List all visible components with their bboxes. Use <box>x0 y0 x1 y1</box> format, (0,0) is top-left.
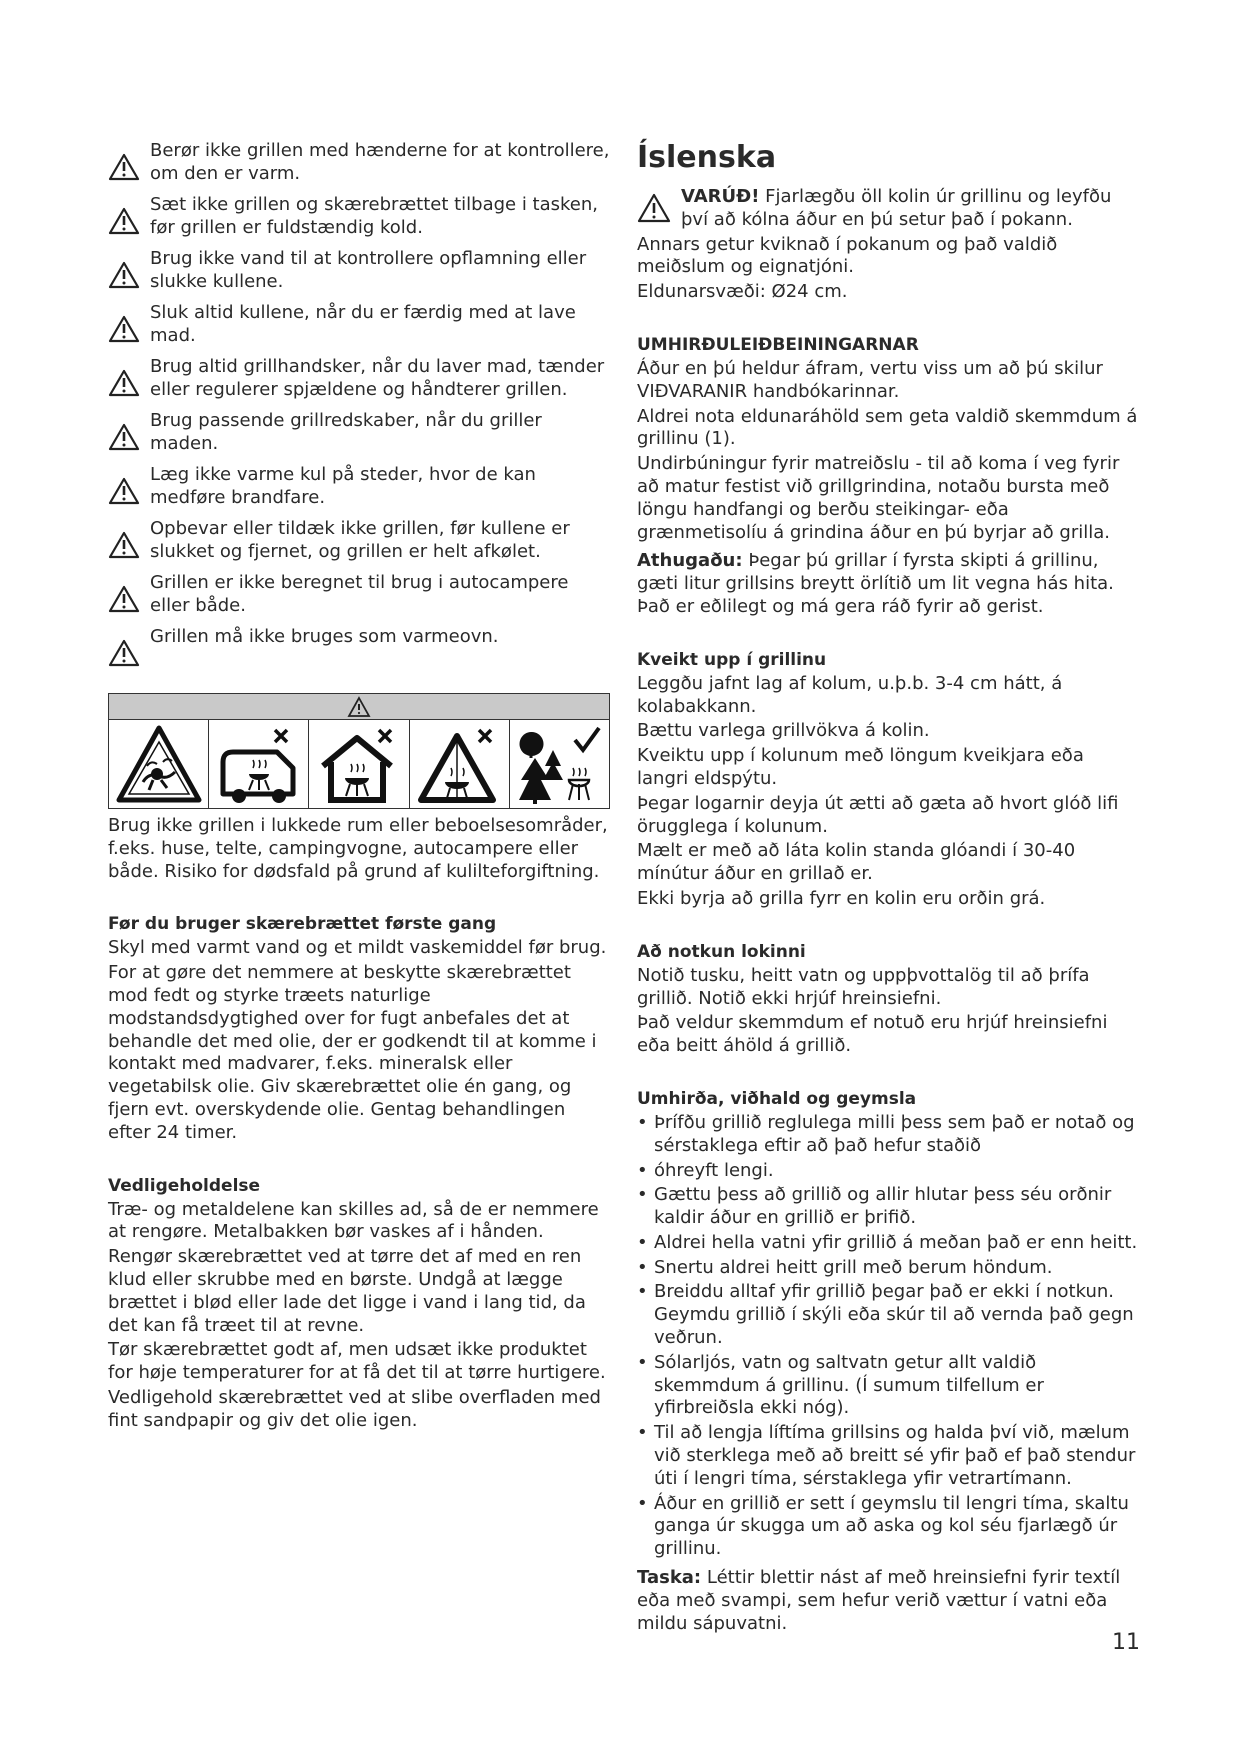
warning-text: Sluk altid kullene, når du er færdig med at lave mad. <box>150 302 576 346</box>
warning-triangle-icon <box>108 638 140 668</box>
lighting-paragraph: Ekki byrja að grilla fyrr en kolin eru orðin grá. <box>637 887 1046 909</box>
maintenance-heading: Vedligeholdelse <box>108 1175 261 1196</box>
warning-text: Opbevar eller tildæk ikke grillen, før kullene er slukket og fjernet, og grillen er helt afkølet. <box>150 518 570 562</box>
maintenance-paragraph: Rengør skærebrættet ved at tørre det af med en ren klud eller skrubbe med en børste. Undgå at lægge brættet i blød eller lade det ligge i vand i lang tid, da det kan få træet til at revne. <box>108 1246 586 1336</box>
pictogram-cell-co-poisoning <box>109 720 209 808</box>
warning-item <box>108 572 610 617</box>
after-use-paragraph: Notið tusku, heitt vatn og uppþvottalög til að þrífa grillið. Notið ekki hrjúf hreinsiefni. <box>637 964 1090 1009</box>
outdoor-use-allowed-icon <box>513 722 605 806</box>
first-use-heading: Før du bruger skærebrættet første gang <box>108 914 497 935</box>
no-tent-icon <box>413 722 505 806</box>
warning-item <box>108 626 610 668</box>
warning-triangle-icon <box>108 584 140 614</box>
warning-triangle-icon <box>108 368 140 398</box>
warning-item <box>108 302 610 347</box>
warning-list <box>108 140 610 668</box>
lighting-paragraph: Mælt er með að láta kolin standa glóandi í 30-40 mínútur áður en grillað er. <box>637 840 1076 885</box>
warning-item <box>108 356 610 401</box>
maintenance-paragraph: Træ- og metaldelene kan skilles ad, så de er nemmere at rengøre. Metalbakken bør vaskes af i hånden. <box>108 1198 599 1243</box>
bag-paragraph <box>637 1567 1139 1635</box>
warning-triangle-icon <box>108 314 140 344</box>
warning-text: Brug ikke vand til at kontrollere opflamning eller slukke kullene. <box>150 248 587 292</box>
bag-label: Taska: <box>637 1567 702 1589</box>
warning-triangle-icon <box>637 192 671 224</box>
care-paragraph: Áður en þú heldur áfram, vertu viss um að þú skilur VIÐVARANIR handbókarinnar. <box>637 357 1103 402</box>
warning-text: Berør ikke grillen med hænderne for at kontrollere, om den er varm. <box>150 140 610 184</box>
warning-text: Sæt ikke grillen og skærebrættet tilbage i tasken, før grillen er fuldstændig kold. <box>150 194 599 238</box>
warning-triangle-icon <box>108 206 140 236</box>
warning-item <box>108 518 610 563</box>
warning-text: Brug altid grillhandsker, når du laver mad, tænder eller regulerer spjældene og håndterer grillen. <box>150 356 605 400</box>
pictogram-cell-no-house <box>309 720 409 808</box>
pictogram-cell-no-vehicle <box>209 720 309 808</box>
pictogram-caption: Brug ikke grillen i lukkede rum eller beboelsesområder, f.eks. huse, telte, campingvogne, autocampere eller både. Risiko for dødsfald på grund af kulilteforgiftning. <box>108 815 608 882</box>
first-use-paragraph: Skyl med varmt vand og et mildt vaskemiddel før brug. <box>108 937 607 959</box>
caution-followup: Annars getur kviknað í pokanum og það valdið meiðslum og eignatjóni. <box>637 233 1058 278</box>
pictogram-cell-no-tent <box>410 720 510 808</box>
care-paragraph: Undirbúningur fyrir matreiðslu - til að koma í veg fyrir að matur festist við grillgrindina, notaðu bursta með löngu handfangi og berðu steikingar- eða grænmetisolíu á grindina áður en þú byrjar að grilla. <box>637 453 1120 543</box>
first-use-paragraph: For at gøre det nemmere at beskytte skærebrættet mod fedt og styrke træets naturlige modstandsdygtighed over for fugt anbefales det at behandle det med olie, der er godkendt til at komme i kontakt med madvarer, f.eks. mineralsk eller vegetabilsk olie. Giv skærebrættet olie én gang, og fjern evt. overskydende olie. Gentag behandlingen efter 24 timer. <box>108 962 597 1143</box>
note-paragraph <box>637 550 1139 618</box>
warning-triangle-icon <box>108 530 140 560</box>
warning-triangle-icon <box>108 422 140 452</box>
after-use-paragraph: Það veldur skemmdum ef notuð eru hrjúf hreinsiefni eða beitt áhöld á grillið. <box>637 1012 1108 1057</box>
list-item: • Breiddu alltaf yfir grillið þegar það er ekki í notkun. Geymdu grillið í skýli eða skúr til að vernda það gegn veðrun. <box>637 1281 1139 1349</box>
list-item: • Sólarljós, vatn og saltvatn getur allt valdið skemmdum á grillinu. (Í sumum tilfellum er yfirbreiðsla ekki nóg). <box>637 1352 1139 1420</box>
warning-item <box>108 410 610 455</box>
lighting-paragraph: Þegar logarnir deyja út ætti að gæta að hvort glóð lifi örugglega í kolunum. <box>637 792 1119 837</box>
cooking-area: Eldunarsvæði: Ø24 cm. <box>637 281 848 303</box>
list-item: • Gættu þess að grillið og allir hlutar þess séu orðnir kaldir áður en grillið er þrifið. <box>637 1184 1139 1230</box>
list-item: • óhreyft lengi. <box>637 1160 1139 1183</box>
pictogram-cell-outdoors-ok <box>510 720 609 808</box>
storage-heading: Umhirða, viðhald og geymsla <box>637 1088 917 1109</box>
caution-block <box>637 186 1139 232</box>
list-item: • Til að lengja líftíma grillsins og halda því við, mælum við sterklega með að breitt sé yfir það ef það stendur úti í lengri tíma, sérstaklega yfir vetrartímann. <box>637 1422 1139 1490</box>
warning-item <box>108 248 610 293</box>
warning-item <box>108 194 610 239</box>
care-paragraph: Aldrei nota eldunaráhöld sem geta valdið skemmdum á grillinu (1). <box>637 405 1138 450</box>
warning-item <box>108 140 610 185</box>
warning-triangle-icon <box>108 152 140 182</box>
list-item: • Aldrei hella vatni yfir grillið á meðan það er enn heitt. <box>637 1232 1139 1255</box>
maintenance-paragraph: Vedligehold skærebrættet ved at slibe overfladen med fint sandpapir og giv det olie igen. <box>108 1386 601 1431</box>
care-instructions-heading: UMHIRÐULEIÐBEININGARNAR <box>637 334 919 355</box>
after-use-heading: Að notkun lokinni <box>637 941 806 962</box>
bag-text: Léttir blettir nást af með hreinsiefni fyrir textíl eða með svampi, sem hefur verið vættur í vatni eða mildu sápuvatni. <box>637 1567 1121 1634</box>
lighting-paragraph: Kveiktu upp í kolunum með löngum kveikjara eða langri eldspýtu. <box>637 745 1084 789</box>
pictogram-header <box>109 694 609 720</box>
note-text: Þegar þú grillar í fyrsta skipti á grillinu, gæti litur grillsins breytt örlítið um lit vegna hás hita. Það er eðlilegt og má gera ráð fyrir að gerist. <box>637 550 1114 617</box>
warning-text: Læg ikke varme kul på steder, hvor de kan medføre brandfare. <box>150 464 536 508</box>
warning-triangle-icon <box>347 696 371 718</box>
language-title: Íslenska <box>637 140 777 175</box>
warning-text: Grillen må ikke bruges som varmeovn. <box>150 626 499 647</box>
warning-item <box>108 464 610 509</box>
no-campervan-icon <box>213 722 305 806</box>
list-item: • Snertu aldrei heitt grill með berum höndum. <box>637 1257 1139 1280</box>
warning-triangle-icon <box>108 260 140 290</box>
lighting-paragraph: Leggðu jafnt lag af kolum, u.þ.b. 3-4 cm hátt, á kolabakkann. <box>637 672 1063 717</box>
co-poisoning-warning-icon <box>113 722 205 806</box>
lighting-paragraph: Bættu varlega grillvökva á kolin. <box>637 720 930 742</box>
list-item: • Áður en grillið er sett í geymslu til lengri tíma, skaltu ganga úr skugga um að aska og kol séu fjarlægð úr grillinu. <box>637 1493 1139 1561</box>
no-house-icon <box>313 722 405 806</box>
list-item: • Þrífðu grillið reglulega milli þess sem það er notað og sérstaklega eftir að það hefur staðið <box>637 1112 1139 1158</box>
right-column <box>637 140 1139 1637</box>
maintenance-paragraph: Tør skærebrættet godt af, men udsæt ikke produktet for høje temperaturer for at få det til at tørre hurtigere. <box>108 1339 606 1384</box>
caution-text: Fjarlægðu öll kolin úr grillinu og leyfðu því að kólna áður en þú setur það í pokann. <box>681 186 1112 230</box>
warning-triangle-icon <box>108 476 140 506</box>
left-column <box>108 140 610 1435</box>
page-number: 11 <box>1112 1630 1140 1655</box>
note-label: Athugaðu: <box>637 550 743 572</box>
warning-text: Brug passende grillredskaber, når du griller maden. <box>150 410 542 454</box>
storage-bullet-list <box>637 1112 1139 1561</box>
lighting-heading: Kveikt upp í grillinu <box>637 649 827 670</box>
no-enclosed-space-pictogram-panel <box>108 693 610 809</box>
caution-label: VARÚÐ! <box>681 186 760 207</box>
warning-text: Grillen er ikke beregnet til brug i autocampere eller både. <box>150 572 569 616</box>
